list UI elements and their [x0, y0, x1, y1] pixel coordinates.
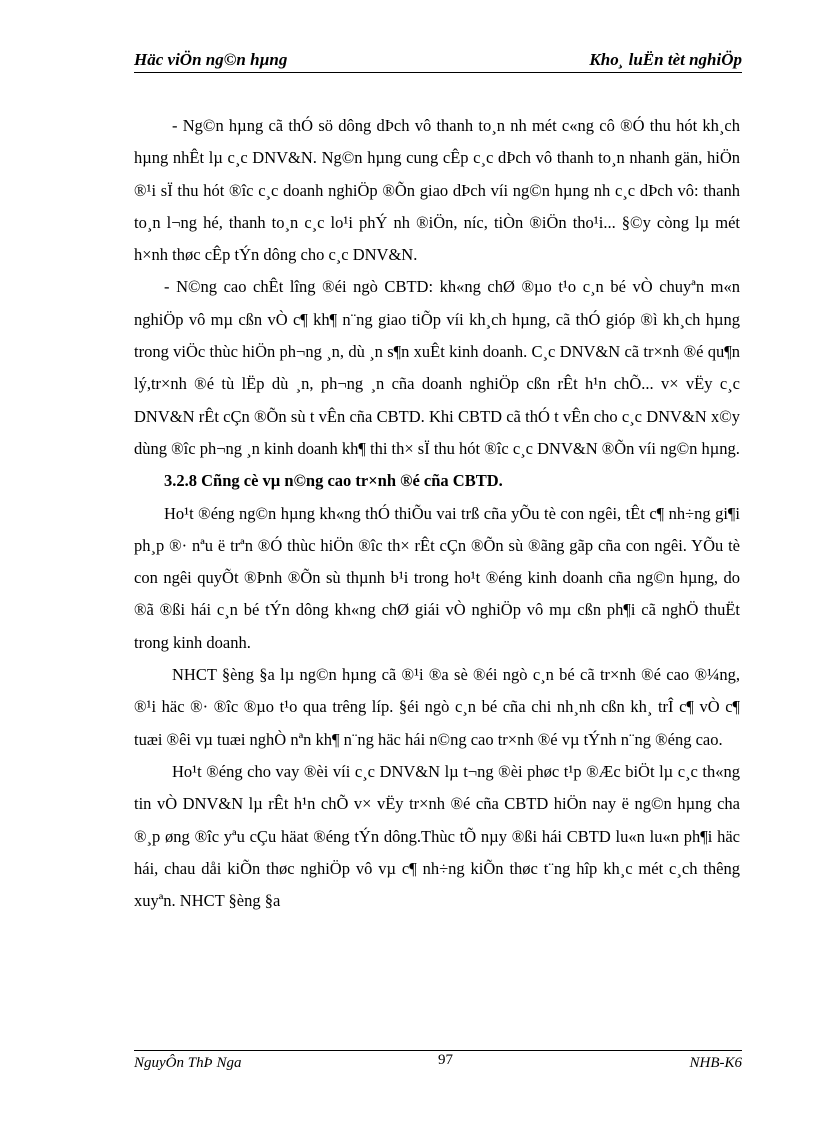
page-footer: [134, 1050, 742, 1081]
footer-author: NguyÔn ThÞ Nga: [134, 1055, 242, 1071]
paragraph-credit-staff-quality: - N©ng cao chÊt lîng ®éi ngò CBTD: kh«ng chØ ®µo t¹o c¸n bé vÒ chuyªn m«n nghiÖp vô mµ cßn vÒ c¶ kh¶ n¨ng giao tiÕp víi kh¸ch hµng, cã thÓ gióp ®ì kh¸ch hµng trong viÖc thùc hiÖn ph¬ng ¸n, dù ¸n s¶n xuÊt kinh doanh. C¸c DNV&N cã tr×nh ®é qu¶n lý,tr×nh ®é tù lËp dù ¸n, ph¬ng ¸n cña doanh nghiÖp cßn rÊt h¹n chÕ... v× vËy c¸c DNV&N rÊt cÇn ®Õn sù t vÊn cña CBTD. Khi CBTD cã thÓ t vÊn cho c¸c DNV&N x©y dùng ®îc ph¬ng ¸n kinh doanh kh¶ thi th× sÏ thu hót ®îc c¸c DNV&N ®Õn víi ng©n hµng.: [134, 277, 740, 458]
footer-class-code: NHB-K6: [689, 1055, 742, 1071]
page-number: 97: [438, 1052, 453, 1068]
page-header: [134, 46, 742, 73]
header-institution: Häc viÖn ng©n hµng: [134, 50, 288, 69]
header-document-type: Kho¸ luËn tèt nghiÖp: [589, 50, 742, 69]
section-heading: 3.2.8 Cñng cè vµ n©ng cao tr×nh ®é cña CBTD.: [164, 471, 503, 491]
page-body: [134, 110, 740, 917]
paragraph-payment-services: - Ng©n hµng cã thÓ sö dông dÞch vô thanh to¸n nh mét c«ng cô ®Ó thu hót kh¸ch hµng nhÊt lµ c¸c DNV&N. Ng©n hµng cung cÊp c¸c dÞch vô thanh to¸n nhanh gän, hiÖn ®¹i sÏ thu hót ®îc c¸c doanh nghiÖp ®Õn giao dÞch víi ng©n hµng nh c¸c dÞch vô: thanh to¸n l¬ng hé, thanh to¸n c¸c lo¹i phÝ nh ®iÖn, níc, tiÒn ®iÖn tho¹i... §©y còng lµ mét h×nh thøc cÊp tÝn dông cho c¸c DNV&N.: [134, 116, 740, 265]
paragraph-nhct-staff: NHCT §èng §a lµ ng©n hµng cã ®¹i ®a sè ®éi ngò c¸n bé cã tr×nh ®é cao ®¼ng, ®¹i häc ®· ®îc ®µo t¹o qua trêng líp. §éi ngò c¸n bé cña chi nh¸nh cßn kh¸ trÎ c¶ vÒ c¶ tuæi ®êi vµ tuæi nghÒ nªn kh¶ n¨ng häc hái n©ng cao tr×nh ®é vµ tÝnh n¨ng ®éng cao.: [134, 665, 740, 749]
paragraph-lending-complexity: Ho¹t ®éng cho vay ®èi víi c¸c DNV&N lµ t¬ng ®èi phøc t¹p ®Æc biÖt lµ c¸c th«ng tin vÒ DNV&N lµ rÊt h¹n chÕ v× vËy tr×nh ®é cña CBTD hiÖn nay ë ng©n hµng cha ®¸p øng ®îc yªu cÇu häat ®éng tÝn dông.Thùc tÕ nµy ®ßi hái CBTD lu«n lu«n ph¶i häc hái, chau dåi kiÕn thøc nghiÖp vô vµ c¶ nh÷ng kiÕn thøc t¨ng hîp kh¸c mét c¸ch thêng xuyªn. NHCT §èng §a: [134, 761, 740, 911]
paragraph-human-factor: Ho¹t ®éng ng©n hµng kh«ng thÓ thiÕu vai trß cña yÕu tè con ngêi, tÊt c¶ nh÷ng gi¶i ph¸p ®· nªu ë trªn ®Ó thùc hiÖn ®îc th× rÊt cÇn ®Õn sù ®ãng gãp cña con ngêi. YÕu tè con ngêi quyÕt ®Þnh ®Õn sù thµnh b¹i trong ho¹t ®éng kinh doanh cña ng©n hµng, do ®ã ®ßi hái c¸n bé tÝn dông kh«ng chØ giái vÒ nghiÖp vô mµ cßn ph¶i cã nghÖ thuËt trong kinh doanh.: [134, 503, 740, 652]
